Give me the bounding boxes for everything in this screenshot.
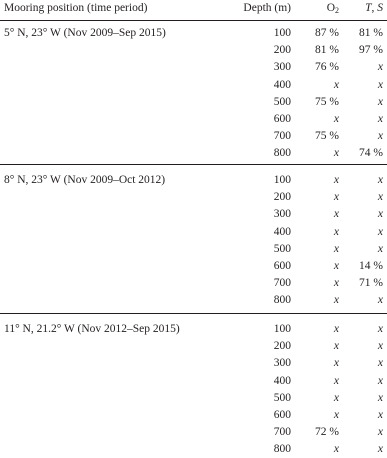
mooring-position: 11° N, 21.2° W (Nov 2012–Sep 2015) <box>4 323 180 335</box>
o2-cell: x <box>333 408 339 421</box>
ts-cell: x <box>377 191 383 204</box>
depth-cell: 500 <box>273 242 291 255</box>
table-row <box>0 274 387 291</box>
o2-cell: 76 % <box>315 61 339 74</box>
mooring-group <box>0 21 387 165</box>
o2-cell: x <box>333 259 339 272</box>
header-sep: , <box>371 2 378 14</box>
header-depth: Depth (m) <box>243 2 291 14</box>
mooring-group <box>0 314 387 456</box>
depth-cell: 400 <box>273 374 291 387</box>
mooring-position: 5° N, 23° W (Nov 2009–Sep 2015) <box>4 27 166 39</box>
ts-cell: x <box>377 443 383 456</box>
table-row <box>0 171 387 188</box>
ts-cell: x <box>377 391 383 404</box>
depth-cell: 200 <box>273 340 291 353</box>
depth-cell: 600 <box>273 112 291 125</box>
ts-cell: 71 % <box>359 277 383 290</box>
depth-cell: 800 <box>273 147 291 160</box>
ts-cell: x <box>377 408 383 421</box>
table-row <box>0 354 387 371</box>
o2-cell: x <box>333 225 339 238</box>
table-row <box>0 41 387 58</box>
o2-cell: x <box>333 391 339 404</box>
o2-cell: x <box>333 242 339 255</box>
o2-cell: x <box>333 294 339 307</box>
o2-cell: 87 % <box>315 27 339 39</box>
table-row <box>0 144 387 161</box>
depth-cell: 400 <box>273 78 291 91</box>
depth-cell: 100 <box>273 27 291 39</box>
o2-cell: x <box>333 191 339 204</box>
o2-cell: x <box>333 443 339 456</box>
header-o2-sub: 2 <box>335 6 339 15</box>
depth-cell: 300 <box>273 61 291 74</box>
table-row <box>0 58 387 75</box>
ts-cell: x <box>377 208 383 221</box>
ts-cell: x <box>377 225 383 238</box>
o2-cell: 75 % <box>315 130 339 143</box>
o2-cell: x <box>333 112 339 125</box>
table-row <box>0 257 387 274</box>
table-row <box>0 223 387 240</box>
depth-cell: 500 <box>273 391 291 404</box>
o2-cell: x <box>333 174 339 186</box>
o2-cell: 72 % <box>315 426 339 439</box>
table-row <box>0 406 387 423</box>
table-row <box>0 76 387 93</box>
ts-cell: x <box>377 95 383 108</box>
ts-cell: x <box>377 61 383 74</box>
table-row <box>0 240 387 257</box>
ts-cell: 97 % <box>359 44 383 57</box>
depth-cell: 100 <box>273 323 291 335</box>
o2-cell: x <box>333 277 339 290</box>
o2-cell: x <box>333 357 339 370</box>
group-rows <box>0 24 387 162</box>
table-row <box>0 205 387 222</box>
depth-cell: 200 <box>273 191 291 204</box>
table-row <box>0 337 387 354</box>
depth-cell: 200 <box>273 44 291 57</box>
table-row <box>0 291 387 308</box>
depth-cell: 700 <box>273 426 291 439</box>
o2-cell: x <box>333 147 339 160</box>
header-o2 <box>327 1 339 15</box>
header-t: T <box>365 2 372 14</box>
table-row <box>0 93 387 110</box>
ts-cell: x <box>377 357 383 370</box>
ts-cell: x <box>377 112 383 125</box>
ts-cell: x <box>377 242 383 255</box>
ts-cell: x <box>377 78 383 91</box>
group-rows <box>0 171 387 309</box>
table-row <box>0 24 387 41</box>
ts-cell: x <box>377 340 383 353</box>
header-s: S <box>377 2 383 14</box>
table-row <box>0 389 387 406</box>
ts-cell: x <box>377 323 383 335</box>
o2-cell: 81 % <box>315 44 339 57</box>
depth-cell: 500 <box>273 95 291 108</box>
table-row <box>0 127 387 144</box>
depth-cell: 300 <box>273 208 291 221</box>
depth-cell: 800 <box>273 294 291 307</box>
depth-cell: 800 <box>273 443 291 456</box>
table-row <box>0 320 387 337</box>
table-row <box>0 372 387 389</box>
ts-cell: 81 % <box>359 27 383 39</box>
table-row <box>0 440 387 457</box>
depth-cell: 600 <box>273 408 291 421</box>
ts-cell: 74 % <box>359 147 383 160</box>
depth-cell: 100 <box>273 174 291 186</box>
mooring-group <box>0 165 387 314</box>
table-row <box>0 188 387 205</box>
o2-cell: x <box>333 374 339 387</box>
table-row <box>0 423 387 440</box>
group-rows <box>0 320 387 458</box>
ts-cell: x <box>377 426 383 439</box>
depth-cell: 700 <box>273 277 291 290</box>
header-position: Mooring position (time period) <box>4 2 148 14</box>
depth-cell: 400 <box>273 225 291 238</box>
o2-cell: x <box>333 208 339 221</box>
table-header <box>0 0 387 21</box>
ts-cell: x <box>377 174 383 186</box>
mooring-position: 8° N, 23° W (Nov 2009–Oct 2012) <box>4 174 166 186</box>
ts-cell: 14 % <box>359 259 383 272</box>
o2-cell: x <box>333 78 339 91</box>
depth-cell: 300 <box>273 357 291 370</box>
depth-cell: 700 <box>273 130 291 143</box>
o2-cell: 75 % <box>315 95 339 108</box>
o2-cell: x <box>333 323 339 335</box>
o2-cell: x <box>333 340 339 353</box>
ts-cell: x <box>377 374 383 387</box>
ts-cell: x <box>377 130 383 143</box>
header-o2-base: O <box>326 2 335 14</box>
depth-cell: 600 <box>273 259 291 272</box>
table-row <box>0 110 387 127</box>
ts-cell: x <box>377 294 383 307</box>
header-ts <box>365 1 383 15</box>
